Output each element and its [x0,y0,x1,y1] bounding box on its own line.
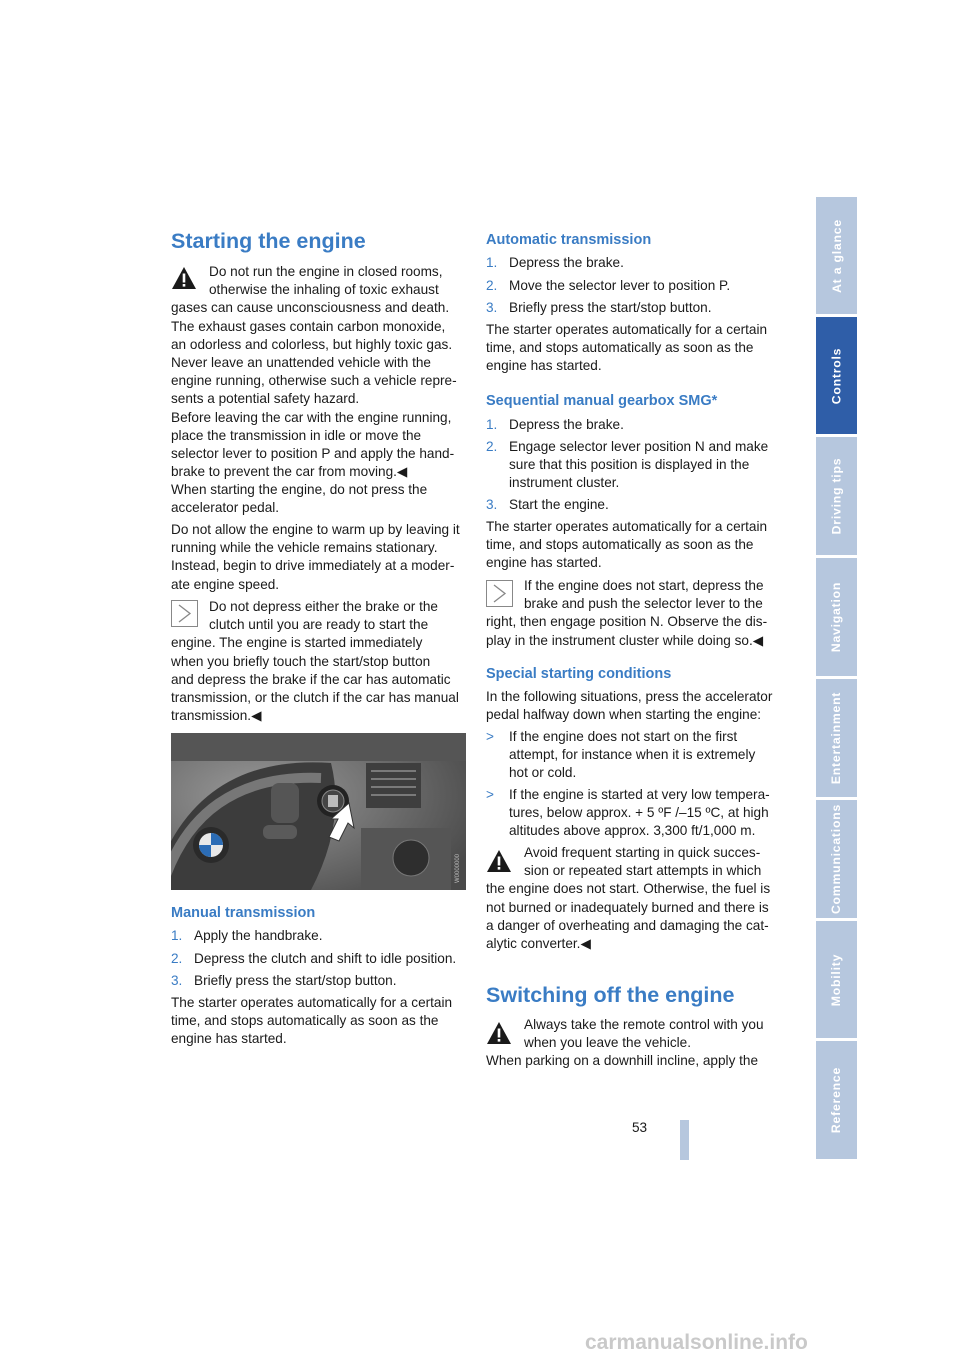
tab-navigation[interactable]: Navigation [816,558,857,676]
heading-automatic-transmission: Automatic transmission [486,232,652,248]
note-brake-clutch: Do not depress either the brake or the clutch until you are ready to start the engine. The engine is started immediately when you briefly touch the start/stop button and depress the brake if the car has automatic transmission, or the clutch if the car has manual transmission.◀ [171,599,459,724]
watermark: carmanualsonline.info [585,1331,808,1354]
smg-step-1: 1. Depress the brake. [486,417,624,432]
manual-step-3: 3. Briefly press the start/stop button. [171,973,397,988]
smg-step-2: 2. Engage selector lever position N and make sure that this position is displayed in the instrument cluster. [486,439,769,491]
paragraph-accelerator: When starting the engine, do not press the accelerator pedal. [171,482,428,516]
auto-step-3: 3. Briefly press the start/stop button. [486,300,712,315]
warning-exhaust: Do not run the engine in closed rooms, otherwise the inhaling of toxic exhaust gases can cause unconsciousness and death. The exhaust gases contain carbon monoxide, an odorless and colorless, but highly toxic gas. Never leave an unattended vehicle with the engine running, otherwise such a vehicle repre- sents a potential safety hazard. Before leaving the car with the engine running, place the transmission in idle or move the selector lever to position P and apply the hand- brake to prevent the car from moving.◀ [171,264,457,480]
tab-driving-tips[interactable]: Driving tips [816,437,857,555]
warning-remote-control: Always take the remote control with you when you leave the vehicle. When parking on a downhill incline, apply the [486,1017,764,1069]
page-marker [680,1120,689,1160]
manual-step-2: 2. Depress the clutch and shift to idle position. [171,951,457,966]
section-title-starting: Starting the engine [171,229,366,253]
list-item: > If the engine does not start on the first attempt, for instance when it is extremely hot or cold. [486,729,756,781]
tab-mobility[interactable]: Mobility [816,921,857,1038]
tab-controls[interactable]: Controls [816,317,857,434]
smg-starter-info: The starter operates automatically for a certain time, and stops automatically as soon as the engine has started. [486,519,768,571]
photo-code: W0000000 [455,853,461,883]
heading-special-conditions: Special starting conditions [486,666,672,682]
heading-manual-transmission: Manual transmission [171,905,316,921]
special-intro: In the following situations, press the accelerator pedal halfway down when starting the engine: [486,689,773,723]
tab-entertainment[interactable]: Entertainment [816,679,857,797]
auto-step-2: 2. Move the selector lever to position P. [486,278,731,293]
auto-step-1: 1. Depress the brake. [486,255,624,270]
warning-frequent-starting: Avoid frequent starting in quick succes- sion or repeated start attempts in which the engine does not start. Otherwise, the fuel is not burned or inadequately burned and there is a danger of overheating and damaging the cat- alytic converter.◀ [486,845,771,952]
heading-smg: Sequential manual gearbox SMG* [486,393,718,409]
smg-step-3: 3. Start the engine. [486,497,609,512]
list-item: > If the engine is started at very low tempera- tures, below approx. + 5 ºF /–15 ºC, at high altitudes above approx. 3,300 ft/1,000 m. [486,787,770,839]
auto-starter-info: The starter operates automatically for a certain time, and stops automatically as soon as the engine has started. [486,322,768,374]
manual-step-1: 1. Apply the handbrake. [171,928,323,943]
paragraph-warm-up: Do not allow the engine to warm up by leaving it running while the vehicle remains stationary. Instead, begin to drive immediately at a moder- ate engine speed. [171,522,460,592]
section-title-switching-off: Switching off the engine [486,983,735,1007]
tab-communications[interactable]: Communications [816,800,857,918]
tab-reference[interactable]: Reference [816,1041,857,1159]
chapter-tabs [816,197,857,1159]
page-number: 53 [632,1120,648,1135]
start-stop-button-photo [171,733,466,890]
tab-at-a-glance[interactable]: At a glance [816,197,857,314]
note-engine-not-start: If the engine does not start, depress the brake and push the selector lever to the right, then engage position N. Observe the dis- play in the instrument cluster while doing so.◀ [486,578,768,648]
manual-starter-info: The starter operates automatically for a certain time, and stops automatically as soon as the engine has started. [171,995,453,1047]
